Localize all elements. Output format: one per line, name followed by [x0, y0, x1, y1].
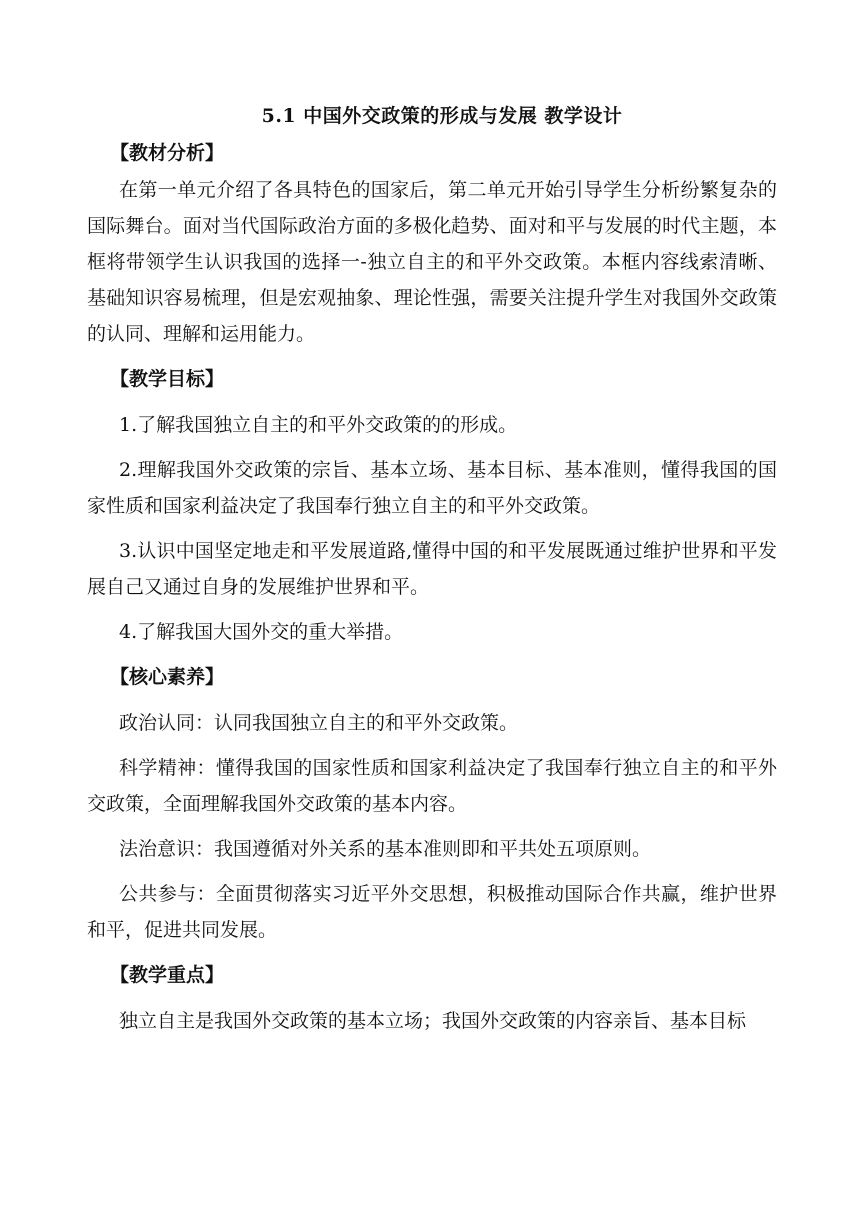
- key-points-paragraph: 独立自主是我国外交政策的基本立场；我国外交政策的内容亲旨、基本目标: [119, 1010, 747, 1032]
- section-heading-key-points: 【教学重点】: [110, 964, 225, 986]
- literacy-item-law: 法治意识：我国遵循对外关系的基本准则即和平共处五项原则。: [119, 838, 652, 860]
- section-heading-literacy: 【核心素养】: [110, 666, 225, 688]
- goal-item-4: 4.了解我国大国外交的重大举措。: [119, 621, 404, 643]
- literacy-item-science: 科学精神：懂得我国的国家性质和国家利益决定了我国奉行独立自主的和平外交政策，全面理解我国外交政策的基本内容。: [87, 757, 777, 815]
- section-heading-goals: 【教学目标】: [110, 368, 225, 390]
- goal-item-3: 3.认识中国坚定地走和平发展道路,懂得中国的和平发展既通过维护世界和平发展自己又通过自身的发展维护世界和平。: [87, 540, 777, 598]
- section-heading-analysis: 【教材分析】: [110, 142, 225, 164]
- document-body: [87, 98, 777, 1039]
- literacy-item-political: 政治认同：认同我国独立自主的和平外交政策。: [119, 712, 519, 734]
- analysis-paragraph: 在第一单元介绍了各具特色的国家后，第二单元开始引导学生分析纷繁复杂的国际舞台。面对当代国际政治方面的多极化趋势、面对和平与发展的时代主题，本框将带领学生认识我国的选择一-独立自主的和平外交政策。本框内容线索清晰、基础知识容易梳理，但是宏观抽象、理论性强，需要关注提升学生对我国外交政策的认同、理解和运用能力。: [87, 179, 777, 345]
- goal-item-1: 1.了解我国独立自主的和平外交政策的的形成。: [119, 414, 518, 436]
- goal-item-2: 2.理解我国外交政策的宗旨、基本立场、基本目标、基本准则，懂得我国的国家性质和国家利益决定了我国奉行独立自主的和平外交政策。: [87, 459, 777, 517]
- literacy-item-participation: 公共参与：全面贯彻落实习近平外交思想，积极推动国际合作共赢，维护世界和平，促进共同发展。: [87, 883, 777, 941]
- document-title: 5.1 中国外交政策的形成与发展 教学设计: [261, 105, 623, 127]
